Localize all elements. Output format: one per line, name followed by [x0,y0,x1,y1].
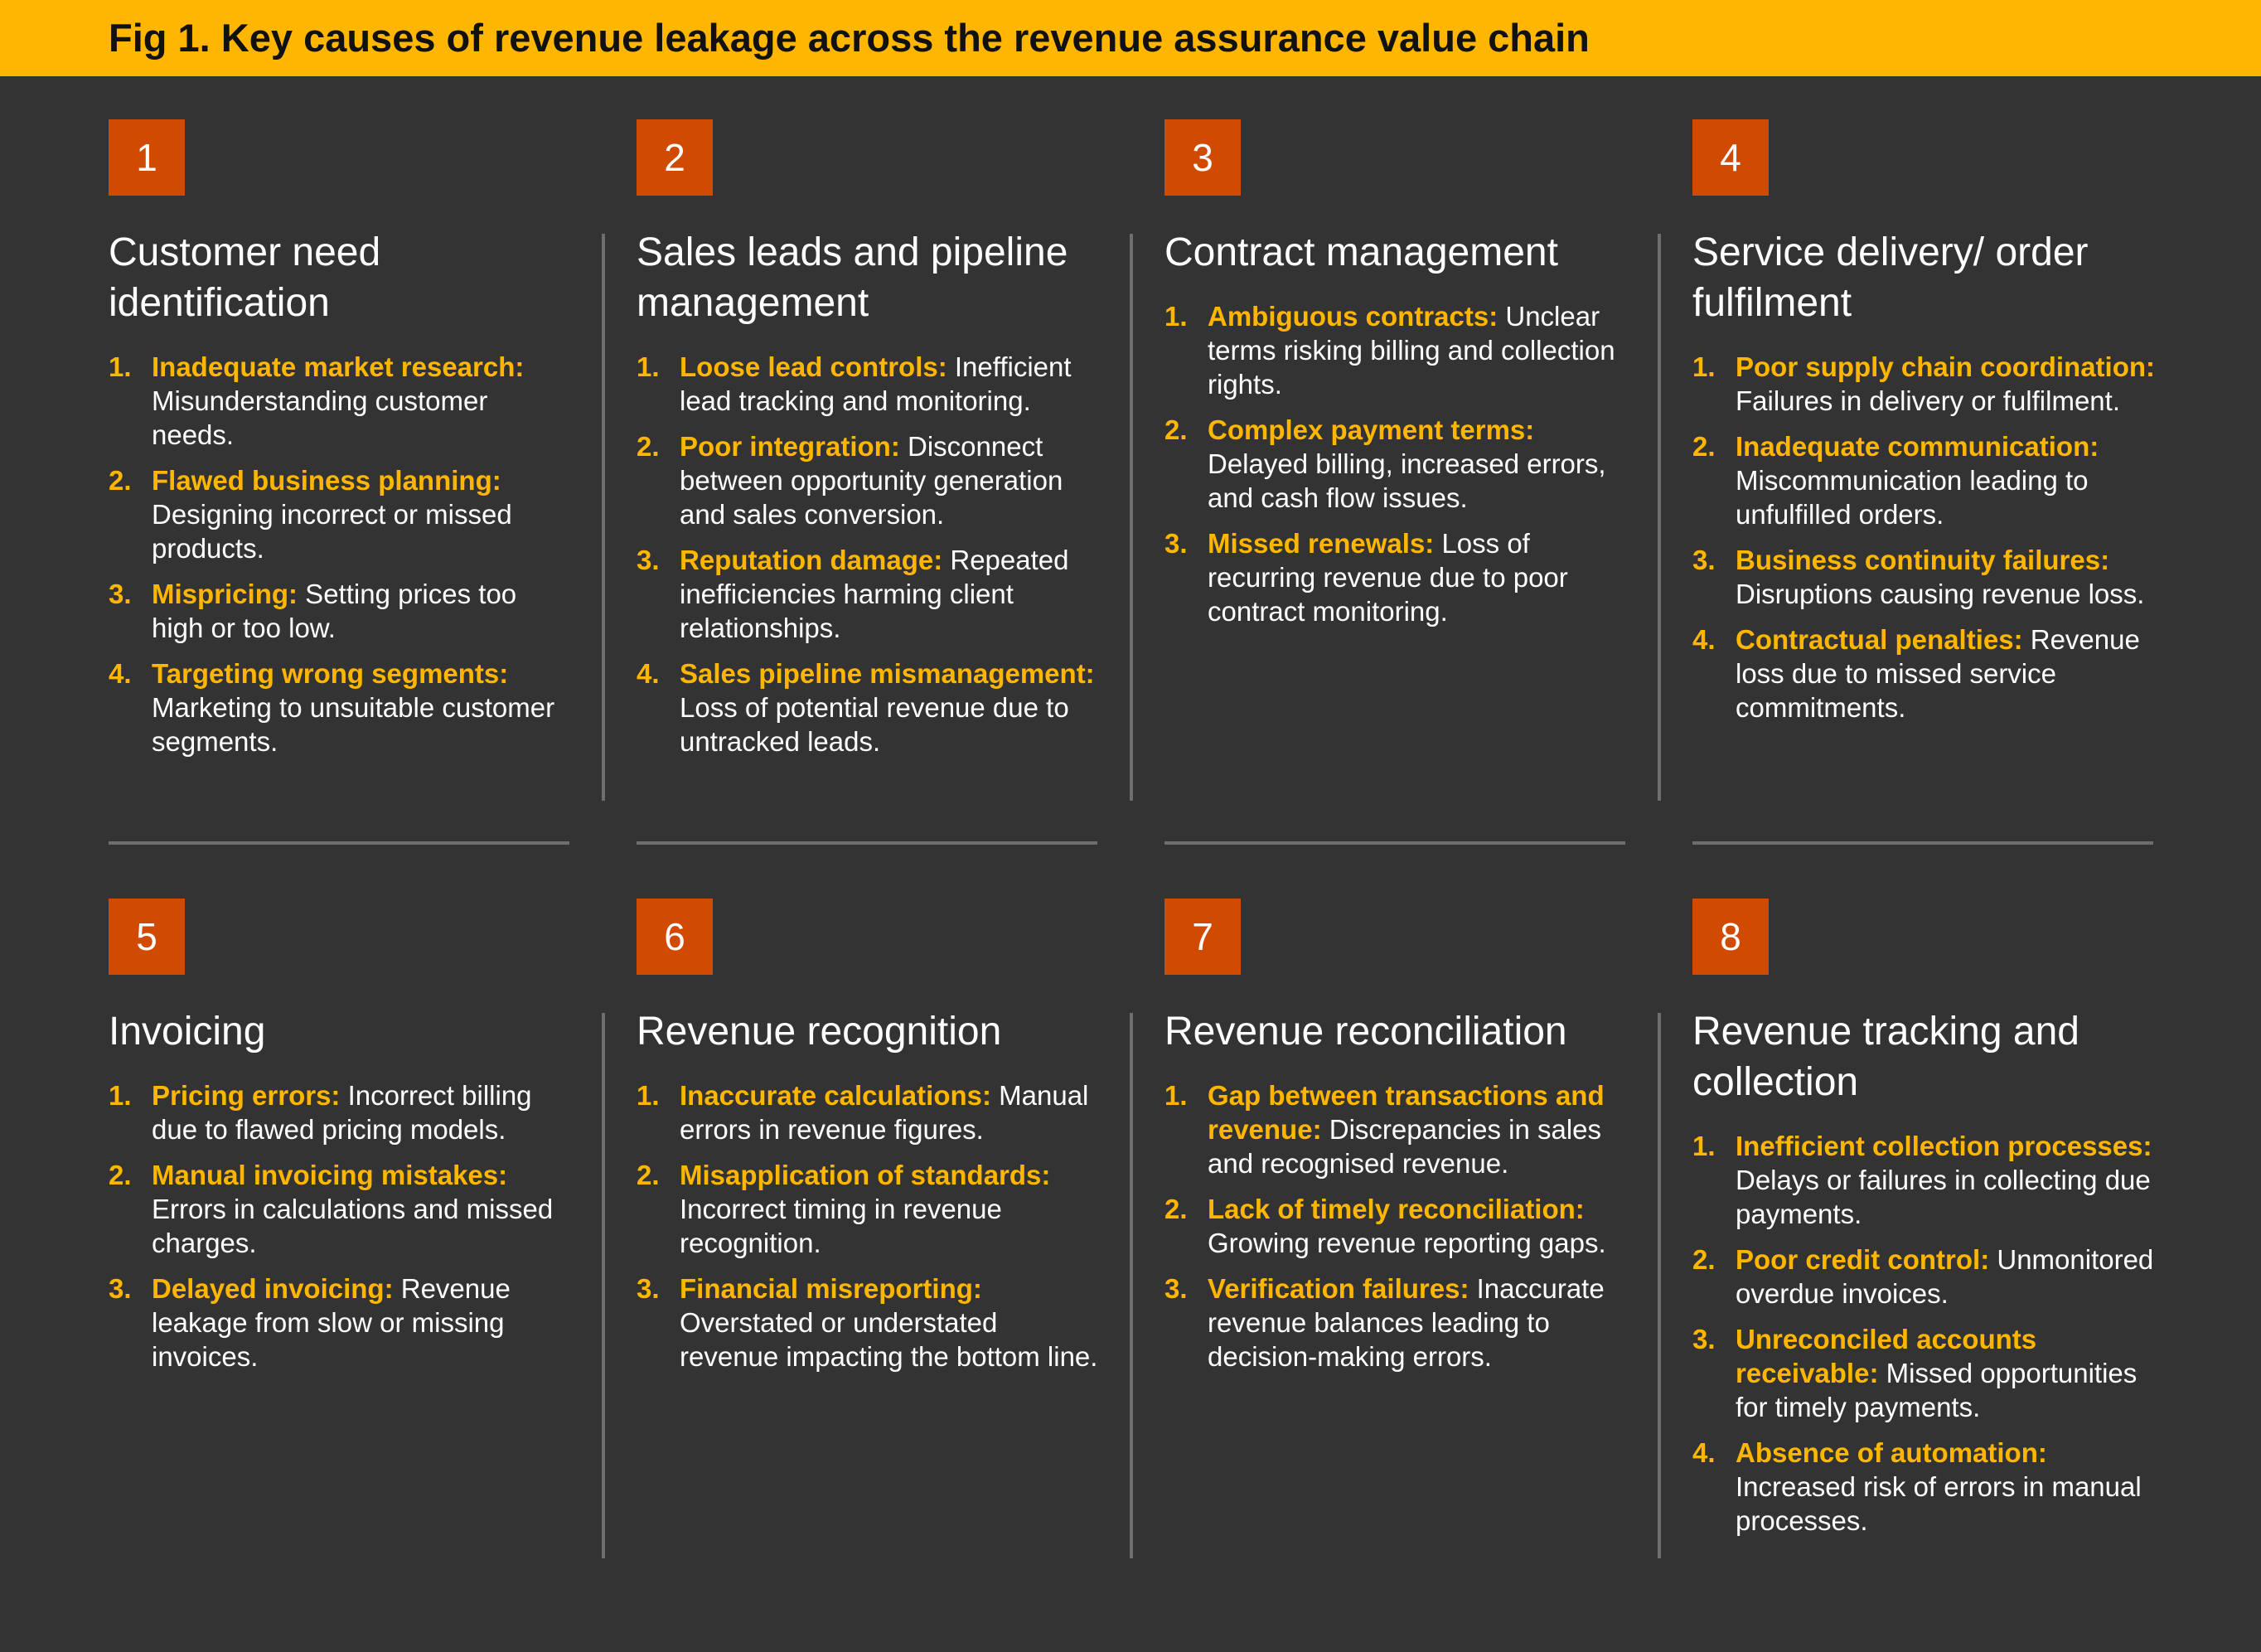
column-divider [1658,234,1661,801]
cause-number: 3. [637,1273,660,1304]
cause-description: Setting prices too high or too low. [152,579,517,643]
cause-item [637,1158,1101,1260]
cause-description: Designing incorrect or missed products. [152,499,512,564]
section-heading: Sales leads and pipeline management [637,230,1068,325]
cause-term: Reputation damage: [680,545,943,575]
cause-number: 2. [1164,1194,1188,1224]
cause-list [1692,350,2157,736]
cause-item [637,350,1101,418]
cause-item [109,656,573,758]
cause-term: Absence of automation: [1736,1437,2047,1468]
cause-term: Loose lead controls: [680,351,947,382]
cause-description: Overstated or understated revenue impacting the bottom line. [680,1307,1098,1372]
cause-description: Miscommunication leading to unfulfilled orders. [1736,465,2089,530]
cause-item [1164,413,1629,515]
section-number-badge: 7 [1164,899,1241,975]
cause-description: Revenue loss due to missed service commitments. [1736,624,2140,723]
cause-number: 3. [1692,1324,1716,1354]
section-number-badge: 1 [109,119,185,196]
cause-item [637,543,1101,645]
cause-description: Unmonitored overdue invoices. [1736,1244,2154,1309]
cause-list [1164,299,1629,640]
cause-term: Complex payment terms: [1208,414,1535,445]
cause-term: Poor supply chain coordination: [1736,351,2156,382]
cause-list [1164,1078,1629,1385]
cause-term: Gap between transactions and revenue: [1208,1080,1605,1145]
cause-number: 3. [1164,1273,1188,1304]
cause-description: Delayed billing, increased errors, and cash flow issues. [1208,448,1606,513]
cause-item [1164,1078,1629,1180]
cause-description: Failures in delivery or fulfilment. [1736,385,2120,416]
column-divider [602,234,605,801]
cause-description: Marketing to unsuitable customer segments. [152,692,555,757]
cause-term: Contractual penalties: [1736,624,2023,655]
cause-term: Ambiguous contracts: [1208,301,1498,332]
cause-description: Incorrect billing due to flawed pricing models. [152,1080,532,1145]
row-divider [109,841,569,845]
cause-term: Misapplication of standards: [680,1160,1051,1190]
cause-term: Financial misreporting: [680,1273,982,1304]
section-heading: Revenue recognition [637,1010,1002,1054]
cause-list [109,350,573,770]
cause-number: 1. [637,351,660,382]
cause-description: Missed opportunities for timely payments. [1736,1358,2138,1422]
cause-description: Disconnect between opportunity generation and sales conversion. [680,431,1063,530]
cause-number: 1. [1692,1131,1716,1161]
cause-item [1692,1129,2157,1231]
cause-number: 2. [1692,431,1716,462]
cause-term: Pricing errors: [152,1080,341,1111]
cause-number: 2. [637,431,660,462]
cause-description: Errors in calculations and missed charges. [152,1194,554,1258]
cause-list [109,1078,573,1385]
cause-description: Unclear terms risking billing and collection rights. [1208,301,1615,400]
cause-number: 1. [1164,301,1188,332]
cause-number: 1. [109,1080,132,1111]
cause-term: Unreconciled accounts receivable: [1736,1324,2037,1388]
cause-number: 3. [109,579,132,609]
cause-number: 3. [109,1273,132,1304]
cause-number: 2. [109,1160,132,1190]
cause-description: Repeated inefficiencies harming client relationships. [680,545,1069,643]
cause-description: Incorrect timing in revenue recognition. [680,1194,1002,1258]
cause-term: Sales pipeline mismanagement: [680,658,1095,689]
cause-description: Increased risk of errors in manual processes. [1736,1471,2142,1536]
cause-number: 3. [1692,545,1716,575]
cause-description: Loss of potential revenue due to untracked leads. [680,692,1069,757]
row-divider [1164,841,1625,845]
cause-number: 3. [1164,528,1188,559]
cause-term: Manual invoicing mistakes: [152,1160,508,1190]
section-heading: Contract management [1164,230,1558,274]
cause-number: 4. [637,658,660,689]
section-heading: Revenue tracking and collection [1692,1010,2079,1104]
cause-number: 2. [1164,414,1188,445]
cause-description: Discrepancies in sales and recognised revenue. [1208,1114,1602,1179]
cause-item [637,656,1101,758]
cause-term: Delayed invoicing: [152,1273,394,1304]
section-number-badge: 6 [637,899,713,975]
cause-term: Missed renewals: [1208,528,1435,559]
cause-term: Business continuity failures: [1736,545,2110,575]
cause-number: 2. [109,465,132,496]
cause-number: 4. [1692,624,1716,655]
cause-item [1164,1272,1629,1373]
cause-item [1692,1436,2157,1538]
column-divider [602,1013,605,1558]
cause-item [109,1272,573,1373]
cause-number: 2. [637,1160,660,1190]
cause-item [1692,429,2157,531]
cause-number: 1. [1692,351,1716,382]
section-number-badge: 5 [109,899,185,975]
cause-term: Poor integration: [680,431,900,462]
cause-description: Inaccurate revenue balances leading to decision-making errors. [1208,1273,1605,1372]
cause-term: Inadequate market research: [152,351,525,382]
section-heading: Customer need identification [109,230,381,325]
figure-title: Fig 1. Key causes of revenue leakage across the revenue assurance value chain [109,16,1590,60]
cause-description: Revenue leakage from slow or missing invoices. [152,1273,511,1372]
cause-description: Growing revenue reporting gaps. [1208,1228,1606,1258]
cause-description: Disruptions causing revenue loss. [1736,579,2145,609]
cause-item [109,1158,573,1260]
cause-term: Inefficient collection processes: [1736,1131,2152,1161]
cause-number: 4. [109,658,132,689]
cause-term: Verification failures: [1208,1273,1469,1304]
cause-number: 4. [1692,1437,1716,1468]
cause-term: Flawed business planning: [152,465,501,496]
column-divider [1130,234,1133,801]
cause-item [1692,543,2157,611]
cause-number: 1. [637,1080,660,1111]
cause-term: Targeting wrong segments: [152,658,509,689]
cause-list [637,350,1101,770]
cause-description: Misunderstanding customer needs. [152,385,488,450]
row-divider [1692,841,2153,845]
cause-list [637,1078,1101,1385]
section-number-badge: 4 [1692,119,1769,196]
cause-item [1164,1192,1629,1260]
row-divider [637,841,1097,845]
section-heading: Invoicing [109,1010,266,1054]
cause-description: Loss of recurring revenue due to poor contract monitoring. [1208,528,1568,627]
cause-term: Lack of timely reconciliation: [1208,1194,1585,1224]
cause-item [1692,623,2157,724]
section-heading: Revenue reconciliation [1164,1010,1567,1054]
title-bar [0,0,2261,76]
cause-term: Inadequate communication: [1736,431,2099,462]
cause-number: 2. [1692,1244,1716,1275]
cause-item [1692,350,2157,418]
cause-description: Manual errors in revenue figures. [680,1080,1089,1145]
column-divider [1130,1013,1133,1558]
section-number-badge: 3 [1164,119,1241,196]
cause-number: 1. [1164,1080,1188,1111]
cause-term: Mispricing: [152,579,298,609]
cause-description: Inefficient lead tracking and monitoring. [680,351,1072,416]
cause-item [109,350,573,452]
cause-item [109,577,573,645]
column-divider [1658,1013,1661,1558]
cause-term: Inaccurate calculations: [680,1080,991,1111]
cause-item [109,1078,573,1146]
cause-item [1692,1322,2157,1424]
cause-item [637,1272,1101,1373]
cause-item [1164,526,1629,628]
cause-item [1692,1243,2157,1310]
cause-item [637,1078,1101,1146]
cause-list [1692,1129,2157,1549]
cause-description: Delays or failures in collecting due payments. [1736,1165,2151,1229]
cause-number: 1. [109,351,132,382]
section-number-badge: 8 [1692,899,1769,975]
cause-number: 3. [637,545,660,575]
section-heading: Service delivery/ order fulfilment [1692,230,2089,325]
cause-item [1164,299,1629,401]
section-number-badge: 2 [637,119,713,196]
cause-item [109,463,573,565]
cause-item [637,429,1101,531]
cause-term: Poor credit control: [1736,1244,1990,1275]
